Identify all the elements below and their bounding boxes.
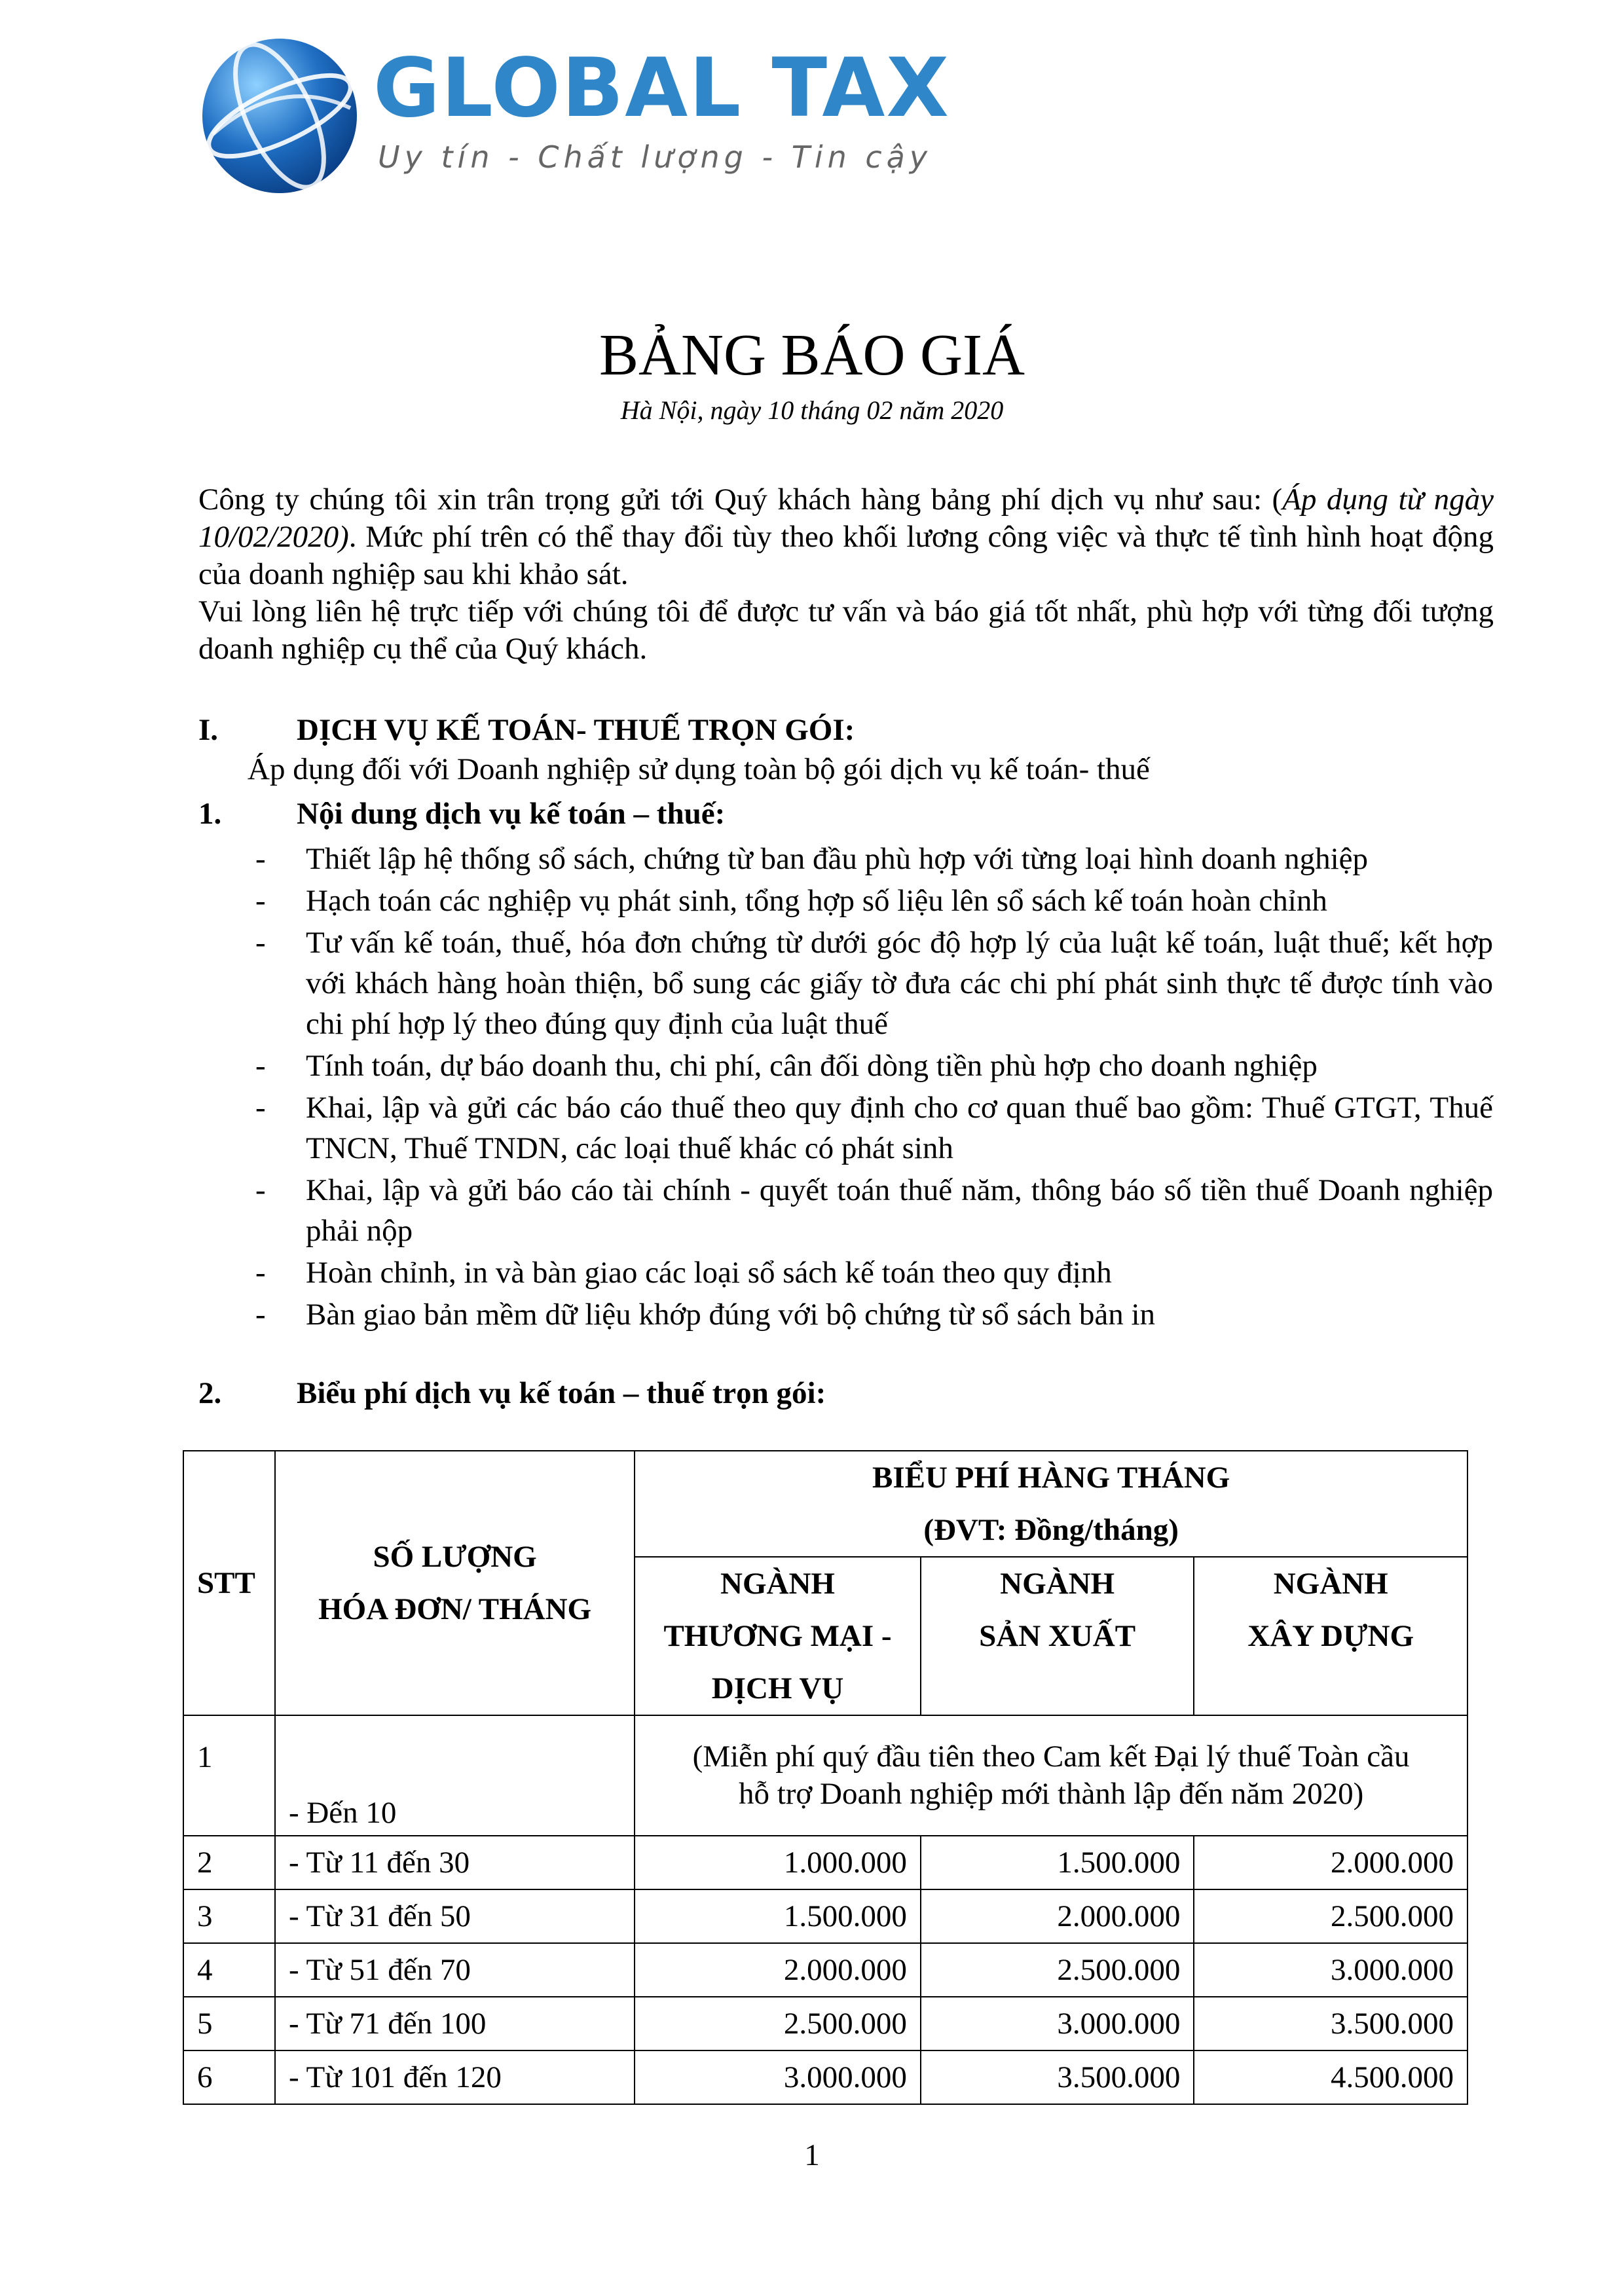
table-row: [183, 1997, 1467, 2050]
intro-paragraph-2: Vui lòng liên hệ trực tiếp với chúng tôi để được tư vấn và báo giá tốt nhất, phù hợp với từng đối tượng doanh nghiệp cụ thể của Quý khách.: [198, 594, 1494, 666]
cell-production: 1.500.000: [921, 1836, 1194, 1889]
cell-trade: 1.500.000: [635, 1889, 921, 1943]
cell-free-note: [635, 1715, 1467, 1836]
cell-stt: 5: [183, 1997, 275, 2050]
cell-construction: 3.500.000: [1194, 1997, 1467, 2050]
list-item: [255, 839, 1493, 879]
list-item: [255, 922, 1493, 1044]
list-item-text: Bàn giao bản mềm dữ liệu khớp đúng với bộ chứng từ sổ sách bản in: [306, 1298, 1156, 1332]
cell-production: 2.000.000: [921, 1889, 1194, 1943]
logo-tagline: Uy tín - Chất lượng - Tin cậy: [378, 139, 932, 175]
list-item-text: Thiết lập hệ thống sổ sách, chứng từ ban đầu phù hợp với từng loại hình doanh nghiệp: [306, 842, 1369, 876]
list-item: [255, 1294, 1493, 1335]
intro-p1-rest: . Mức phí trên có thể thay đổi tùy theo khối lương công việc và thực tế tình hình hoạt động của doanh nghiệp sau khi khảo sát.: [198, 520, 1494, 591]
bullet-dash: -: [255, 1173, 266, 1207]
header-col2-line2: SẢN XUẤT: [979, 1619, 1136, 1653]
free-note-line2: hỗ trợ Doanh nghiệp mới thành lập đến năm 2020): [738, 1777, 1364, 1811]
document-date: Hà Nội, ngày 10 tháng 02 năm 2020: [620, 395, 1004, 425]
header-construction: [1194, 1557, 1467, 1715]
company-logo: [200, 36, 950, 196]
header-col3-line1: NGÀNH: [1273, 1567, 1388, 1601]
cell-trade: 3.000.000: [635, 2050, 921, 2104]
bullet-dash: -: [255, 1256, 266, 1290]
list-item-text: Tư vấn kế toán, thuế, hóa đơn chứng từ dưới góc độ hợp lý của luật kế toán, luật thuế; kết hợp với khách hàng hoàn thiện, bổ sung các giấy tờ đưa các chi phí phát sinh thực tế được tính vào chi phí hợp lý theo đúng quy định của luật thuế: [306, 926, 1493, 1041]
cell-trade: 2.500.000: [635, 1997, 921, 2050]
list-item: [255, 1170, 1493, 1251]
header-monthly-line1: BIỂU PHÍ HÀNG THÁNG: [872, 1461, 1230, 1495]
cell-trade: 2.000.000: [635, 1943, 921, 1997]
intro-paragraph-1: [198, 481, 1494, 593]
cell-stt: 4: [183, 1943, 275, 1997]
cell-stt: 2: [183, 1836, 275, 1889]
table-row: [183, 2050, 1467, 2104]
header-trade-service: [635, 1557, 921, 1715]
header-col1-line2: THƯƠNG MẠI -: [663, 1619, 892, 1653]
subsection-2-title: Biểu phí dịch vụ kế toán – thuế trọn gói:: [297, 1376, 826, 1410]
table-row: [183, 1836, 1467, 1889]
header-production: [921, 1557, 1194, 1715]
header-col1-line3: DỊCH VỤ: [711, 1671, 844, 1705]
list-item-text: Khai, lập và gửi các báo cáo thuế theo quy định cho cơ quan thuế bao gồm: Thuế GTGT, Thuế TNCN, Thuế TNDN, các loại thuế khác có phát sinh: [306, 1091, 1493, 1165]
cell-quantity: - Từ 31 đến 50: [275, 1889, 635, 1943]
bullet-dash: -: [255, 1049, 266, 1083]
cell-quantity: - Từ 71 đến 100: [275, 1997, 635, 2050]
header-quantity-line1: SỐ LƯỢNG: [373, 1540, 537, 1574]
intro-p1-text: Công ty chúng tôi xin trân trọng gửi tới Quý khách hàng bảng phí dịch vụ như sau: (: [198, 483, 1283, 517]
section-1-title: DỊCH VỤ KẾ TOÁN- THUẾ TRỌN GÓI:: [297, 713, 855, 747]
bullet-dash: -: [255, 926, 266, 960]
list-item: [255, 1252, 1493, 1293]
service-content-list: [255, 839, 1493, 1336]
subsection-1-number: 1.: [198, 797, 222, 831]
cell-quantity: - Từ 11 đến 30: [275, 1836, 635, 1889]
table-row: [183, 1715, 1467, 1836]
header-monthly-fee: [635, 1451, 1467, 1557]
intro-p1-italic: Áp dụng từ ngày 10/02/2020): [198, 483, 1494, 554]
logo-wordmark: GLOBAL TAX: [373, 41, 950, 136]
cell-quantity: - Đến 10: [275, 1715, 635, 1836]
cell-construction: 3.000.000: [1194, 1943, 1467, 1997]
section-1-number: I.: [198, 713, 219, 747]
bullet-dash: -: [255, 884, 266, 918]
header-monthly-line2: (ĐVT: Đồng/tháng): [923, 1513, 1179, 1547]
header-quantity: [275, 1451, 635, 1715]
header-col1-line1: NGÀNH: [720, 1567, 835, 1601]
cell-construction: 2.000.000: [1194, 1836, 1467, 1889]
document-title: BẢNG BÁO GIÁ: [599, 323, 1025, 388]
free-note-line1: (Miễn phí quý đầu tiên theo Cam kết Đại lý thuế Toàn cầu: [692, 1740, 1410, 1774]
cell-stt: 3: [183, 1889, 275, 1943]
subsection-1-title: Nội dung dịch vụ kế toán – thuế:: [297, 797, 726, 831]
cell-quantity: - Từ 101 đến 120: [275, 2050, 635, 2104]
list-item-text: Hạch toán các nghiệp vụ phát sinh, tổng hợp số liệu lên sổ sách kế toán hoàn chỉnh: [306, 884, 1327, 918]
table-row: [183, 1889, 1467, 1943]
list-item-text: Khai, lập và gửi báo cáo tài chính - quyết toán thuế năm, thông báo số tiền thuế Doanh nghiệp phải nộp: [306, 1173, 1493, 1248]
fee-table: [183, 1450, 1468, 2105]
page-number: 1: [804, 2138, 820, 2172]
table-header-row: [183, 1451, 1467, 1557]
cell-stt: 1: [183, 1715, 275, 1836]
cell-production: 3.500.000: [921, 2050, 1194, 2104]
list-item: [255, 1087, 1493, 1169]
cell-production: 2.500.000: [921, 1943, 1194, 1997]
list-item-text: Tính toán, dự báo doanh thu, chi phí, cân đối dòng tiền phù hợp cho doanh nghiệp: [306, 1049, 1318, 1083]
subsection-2-number: 2.: [198, 1376, 222, 1410]
table-row: [183, 1943, 1467, 1997]
cell-stt: 6: [183, 2050, 275, 2104]
cell-construction: 2.500.000: [1194, 1889, 1467, 1943]
cell-production: 3.000.000: [921, 1997, 1194, 2050]
header-stt: STT: [183, 1451, 275, 1715]
header-col3-line2: XÂY DỰNG: [1247, 1619, 1414, 1653]
list-item: [255, 881, 1493, 921]
bullet-dash: -: [255, 1091, 266, 1125]
cell-construction: 4.500.000: [1194, 2050, 1467, 2104]
header-quantity-line2: HÓA ĐƠN/ THÁNG: [318, 1592, 592, 1626]
header-col2-line1: NGÀNH: [1000, 1567, 1115, 1601]
section-1-note: Áp dụng đối với Doanh nghiệp sử dụng toàn bộ gói dịch vụ kế toán- thuế: [248, 752, 1150, 786]
intro-text: [198, 481, 1494, 668]
cell-quantity: - Từ 51 đến 70: [275, 1943, 635, 1997]
bullet-dash: -: [255, 1298, 266, 1332]
list-item: [255, 1046, 1493, 1086]
list-item-text: Hoàn chỉnh, in và bàn giao các loại sổ sách kế toán theo quy định: [306, 1256, 1112, 1290]
globe-icon: [200, 36, 360, 196]
cell-trade: 1.000.000: [635, 1836, 921, 1889]
bullet-dash: -: [255, 842, 266, 876]
